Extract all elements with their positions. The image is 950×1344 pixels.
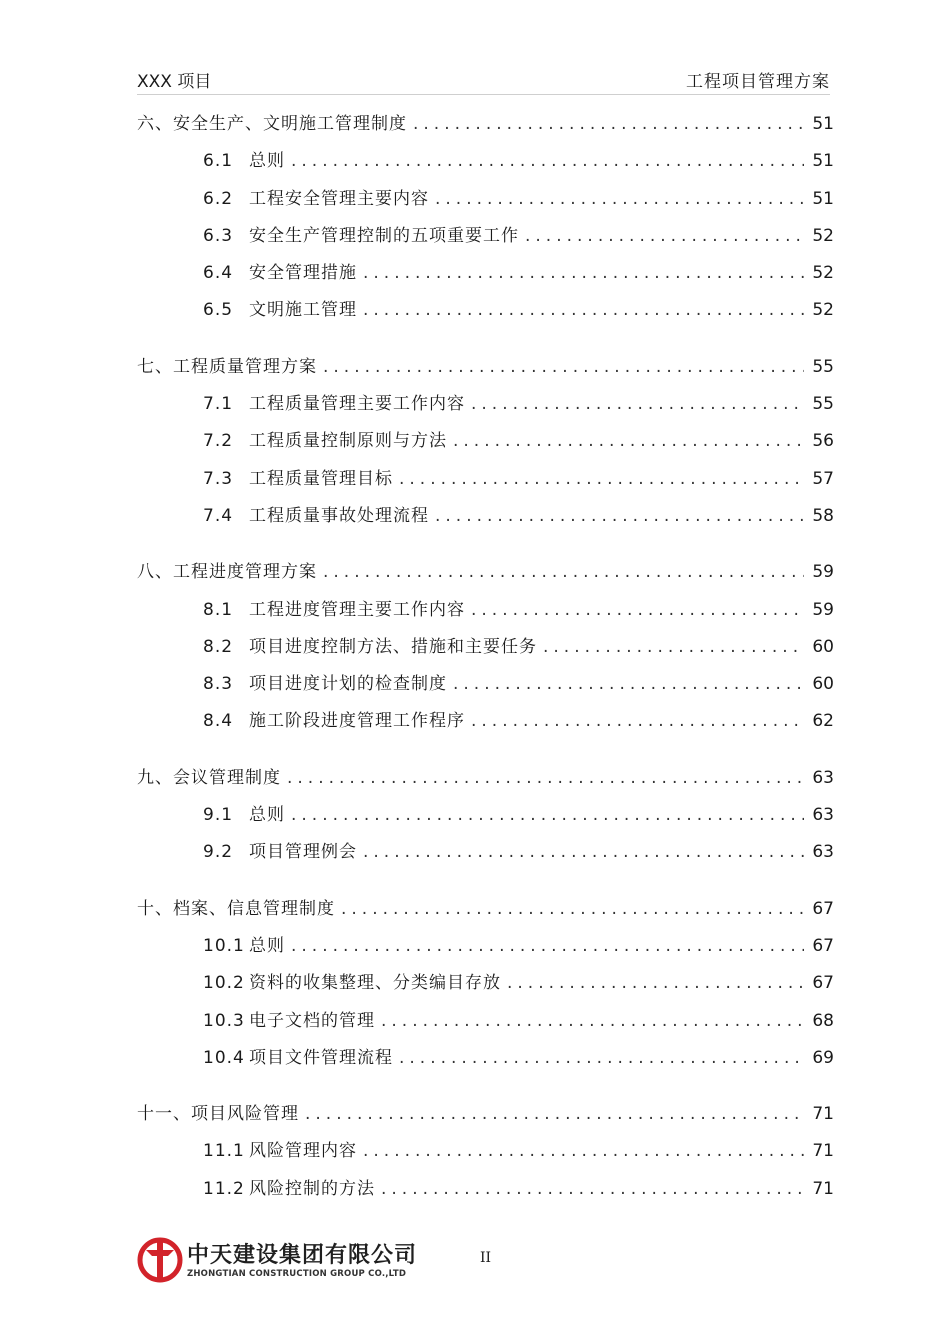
toc-subsection-entry[interactable]: [137, 1040, 834, 1077]
header-project-name: XXX 项目: [137, 72, 212, 92]
toc-leader-dots: [291, 143, 804, 180]
toc-subsection-number: 8.1: [203, 599, 234, 620]
toc-page-number: 59: [812, 562, 834, 583]
toc-subsection-entry[interactable]: [137, 834, 834, 871]
toc-leader-dots: [471, 703, 804, 740]
logo-company-name-en: ZHONGTIAN CONSTRUCTION GROUP CO.,LTD: [187, 1269, 407, 1279]
company-logo: [137, 1236, 418, 1286]
toc-subsection-entry[interactable]: [137, 1171, 834, 1208]
toc-page-number: 56: [812, 431, 834, 452]
toc-subsection-title: 总则: [249, 935, 285, 956]
toc-page-number: 67: [812, 935, 834, 956]
toc-page-number: 51: [812, 114, 834, 134]
toc-page-number: 51: [812, 151, 834, 172]
toc-subsection-entry[interactable]: [137, 1003, 834, 1040]
toc-section: [137, 554, 834, 740]
toc-subsection-title: 电子文档的管理: [249, 1010, 375, 1031]
toc-subsection-number: 9.1: [203, 805, 234, 826]
toc-subsection-entry[interactable]: [137, 928, 834, 965]
toc-subsection-number: 7.4: [203, 505, 234, 526]
header-document-title: 工程项目管理方案: [686, 72, 830, 92]
toc-subsection-title: 工程质量控制原则与方法: [249, 431, 447, 452]
toc-chapter-entry[interactable]: [137, 891, 834, 928]
toc-chapter-title: 七、工程质量管理方案: [137, 356, 317, 377]
toc-page-number: 63: [812, 805, 834, 826]
toc-leader-dots: [471, 592, 804, 629]
toc-leader-dots: [399, 1040, 804, 1077]
toc-subsection-entry[interactable]: [137, 181, 834, 218]
toc-subsection-entry[interactable]: [137, 423, 834, 460]
toc-subsection-title: 工程质量事故处理流程: [249, 505, 429, 526]
toc-chapter-title: 八、工程进度管理方案: [137, 562, 317, 583]
toc-leader-dots: [291, 928, 804, 965]
toc-page-number: 52: [812, 263, 834, 284]
toc-page-number: 60: [812, 674, 834, 695]
toc-leader-dots: [507, 965, 804, 1002]
toc-subsection-entry[interactable]: [137, 965, 834, 1002]
toc-subsection-title: 文明施工管理: [249, 300, 357, 321]
toc-subsection-title: 总则: [249, 805, 285, 826]
toc-subsection-title: 项目文件管理流程: [249, 1047, 393, 1068]
toc-leader-dots: [291, 797, 804, 834]
toc-chapter-title: 六、安全生产、文明施工管理制度: [137, 114, 407, 134]
toc-leader-dots: [363, 1133, 804, 1170]
toc-subsection-entry[interactable]: [137, 143, 834, 180]
toc-subsection-entry[interactable]: [137, 629, 834, 666]
toc-page-number: 67: [812, 973, 834, 994]
toc-subsection-title: 风险管理内容: [249, 1141, 357, 1162]
toc-page-number: 52: [812, 300, 834, 321]
toc-page-number: 52: [812, 225, 834, 246]
toc-leader-dots: [363, 292, 804, 329]
toc-leader-dots: [323, 554, 804, 591]
toc-subsection-entry[interactable]: [137, 1133, 834, 1170]
toc-subsection-entry[interactable]: [137, 703, 834, 740]
toc-leader-dots: [413, 106, 804, 143]
toc-chapter-entry[interactable]: [137, 760, 834, 797]
toc-subsection-number: 7.3: [203, 468, 234, 489]
toc-subsection-number: 10.1: [203, 935, 245, 956]
toc-leader-dots: [323, 349, 804, 386]
toc-subsection-entry[interactable]: [137, 797, 834, 834]
page-number: II: [480, 1250, 492, 1266]
toc-page-number: 63: [812, 842, 834, 863]
toc-subsection-title: 工程质量管理主要工作内容: [249, 394, 465, 415]
toc-subsection-title: 风险控制的方法: [249, 1178, 375, 1199]
toc-subsection-number: 8.3: [203, 674, 234, 695]
toc-subsection-number: 6.5: [203, 300, 234, 321]
toc-subsection-number: 6.2: [203, 188, 234, 209]
toc-subsection-entry[interactable]: [137, 592, 834, 629]
toc-page-number: 60: [812, 636, 834, 657]
toc-leader-dots: [363, 834, 804, 871]
toc-leader-dots: [435, 181, 804, 218]
toc-subsection-number: 11.1: [203, 1141, 245, 1162]
table-of-contents: [137, 106, 834, 1227]
toc-page-number: 62: [812, 711, 834, 732]
toc-subsection-title: 施工阶段进度管理工作程序: [249, 711, 465, 732]
toc-leader-dots: [435, 498, 804, 535]
toc-leader-dots: [471, 386, 804, 423]
toc-page-number: 69: [812, 1047, 834, 1068]
toc-chapter-entry[interactable]: [137, 1096, 834, 1133]
toc-page-number: 57: [812, 468, 834, 489]
toc-leader-dots: [305, 1096, 804, 1133]
toc-subsection-number: 10.4: [203, 1047, 245, 1068]
toc-subsection-number: 6.1: [203, 151, 234, 172]
toc-subsection-number: 10.2: [203, 973, 245, 994]
toc-subsection-title: 资料的收集整理、分类编目存放: [249, 973, 501, 994]
toc-chapter-title: 九、会议管理制度: [137, 767, 281, 788]
toc-chapter-entry[interactable]: [137, 106, 834, 143]
toc-subsection-title: 项目进度计划的检查制度: [249, 674, 447, 695]
toc-leader-dots: [381, 1003, 804, 1040]
toc-subsection-entry[interactable]: [137, 666, 834, 703]
toc-page-number: 51: [812, 188, 834, 209]
toc-section: [137, 760, 834, 872]
toc-page-number: 55: [812, 394, 834, 415]
toc-subsection-title: 工程安全管理主要内容: [249, 188, 429, 209]
toc-subsection-entry[interactable]: [137, 461, 834, 498]
toc-page-number: 67: [812, 898, 834, 919]
toc-subsection-number: 8.4: [203, 711, 234, 732]
toc-subsection-number: 11.2: [203, 1178, 245, 1199]
toc-leader-dots: [341, 891, 804, 928]
toc-section: [137, 1096, 834, 1208]
toc-subsection-entry[interactable]: [137, 292, 834, 329]
toc-subsection-entry[interactable]: [137, 386, 834, 423]
toc-subsection-title: 项目进度控制方法、措施和主要任务: [249, 636, 537, 657]
toc-page-number: 63: [812, 767, 834, 788]
toc-subsection-number: 6.3: [203, 225, 234, 246]
toc-subsection-number: 8.2: [203, 636, 234, 657]
toc-page-number: 71: [812, 1178, 834, 1199]
toc-chapter-entry[interactable]: [137, 554, 834, 591]
toc-chapter-title: 十、档案、信息管理制度: [137, 898, 335, 919]
toc-subsection-number: 9.2: [203, 842, 234, 863]
toc-leader-dots: [453, 666, 804, 703]
toc-page-number: 71: [812, 1104, 834, 1125]
toc-subsection-number: 7.1: [203, 394, 234, 415]
toc-subsection-title: 总则: [249, 151, 285, 172]
toc-subsection-title: 项目管理例会: [249, 842, 357, 863]
toc-subsection-number: 7.2: [203, 431, 234, 452]
toc-chapter-entry[interactable]: [137, 349, 834, 386]
toc-subsection-title: 安全管理措施: [249, 263, 357, 284]
toc-leader-dots: [287, 760, 804, 797]
logo-company-name-cn: 中天建设集团有限公司: [187, 1243, 418, 1268]
toc-subsection-number: 6.4: [203, 263, 234, 284]
toc-page-number: 55: [812, 356, 834, 377]
toc-subsection-entry[interactable]: [137, 218, 834, 255]
toc-subsection-title: 安全生产管理控制的五项重要工作: [249, 225, 519, 246]
toc-section: [137, 106, 834, 330]
toc-section: [137, 349, 834, 535]
toc-leader-dots: [525, 218, 804, 255]
toc-page-number: 68: [812, 1010, 834, 1031]
toc-leader-dots: [381, 1171, 804, 1208]
toc-leader-dots: [399, 461, 804, 498]
toc-subsection-title: 工程质量管理目标: [249, 468, 393, 489]
zhongtian-logo-icon: [137, 1236, 183, 1284]
toc-page-number: 59: [812, 599, 834, 620]
toc-section: [137, 891, 834, 1077]
header-divider: [137, 94, 830, 95]
toc-leader-dots: [363, 255, 804, 292]
toc-subsection-title: 工程进度管理主要工作内容: [249, 599, 465, 620]
toc-leader-dots: [543, 629, 804, 666]
toc-subsection-number: 10.3: [203, 1010, 245, 1031]
toc-leader-dots: [453, 423, 804, 460]
toc-chapter-title: 十一、项目风险管理: [137, 1104, 299, 1125]
toc-page-number: 58: [812, 505, 834, 526]
toc-subsection-entry[interactable]: [137, 255, 834, 292]
toc-page-number: 71: [812, 1141, 834, 1162]
toc-subsection-entry[interactable]: [137, 498, 834, 535]
